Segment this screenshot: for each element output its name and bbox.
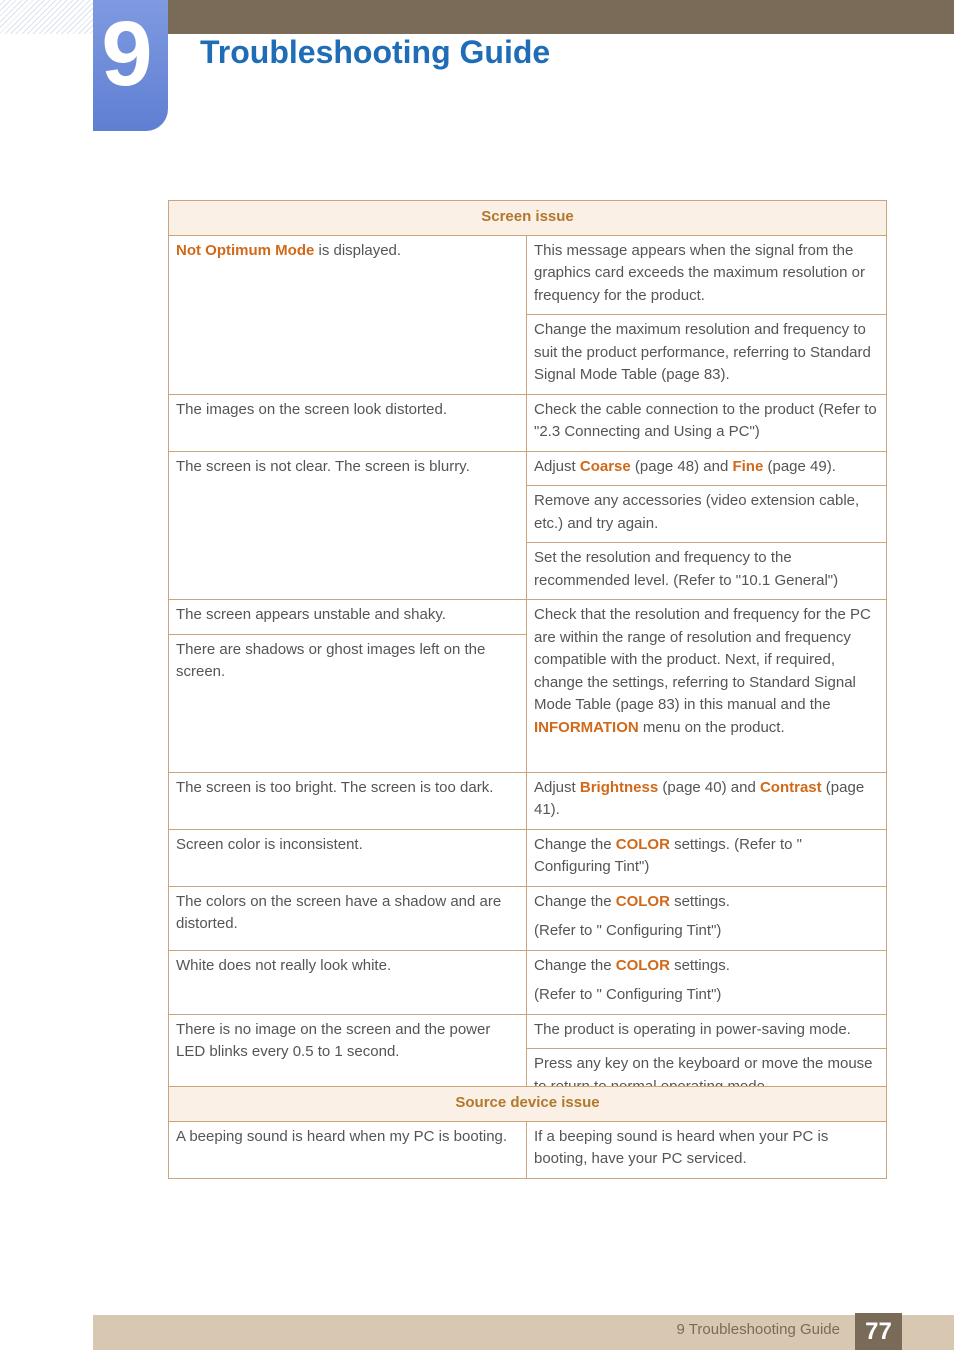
solution-cell — [527, 235, 887, 315]
text-run: The images on the screen look distorted. — [176, 400, 447, 418]
solution-cell — [527, 486, 887, 543]
table-row — [169, 235, 887, 315]
text-run: There is no image on the screen and the power LED blinks every 0.5 to 1 second. — [176, 1020, 491, 1060]
text-run: The screen is too bright. The screen is too dark. — [176, 778, 494, 796]
problem-cell — [169, 600, 527, 635]
text-run: (page 49). — [763, 457, 836, 475]
solution-text — [534, 319, 879, 387]
text-run: settings. — [669, 956, 730, 974]
problem-cell — [169, 772, 527, 829]
header-bar — [168, 0, 954, 34]
page-title: Troubleshooting Guide — [200, 34, 551, 70]
page-number: 77 — [855, 1313, 902, 1350]
solution-cell — [527, 829, 887, 886]
solution-text — [534, 891, 879, 914]
problem-cell — [169, 451, 527, 600]
footer-section-label: 9 Troubleshooting Guide — [676, 1321, 840, 1338]
text-run: settings. — [669, 892, 730, 910]
problem-cell — [169, 950, 527, 1014]
text-run: Check the cable connection to the product (Refer to "2.3 Connecting and Using a PC") — [534, 400, 877, 440]
solution-text — [534, 777, 879, 822]
solution-cell — [527, 600, 887, 773]
solution-cell — [527, 543, 887, 600]
text-run: Adjust — [534, 457, 580, 475]
text-run: Change the — [534, 892, 616, 910]
solution-cell — [527, 1121, 887, 1178]
solution-text — [534, 984, 879, 1007]
table-row — [169, 829, 887, 886]
text-run: Check that the resolution and frequency for the PC are within the range of resolution and frequency compatible with the product. Next, if required, change the settings, referring to Standard Signal Mode Table (page 83) in this manual and the — [534, 606, 871, 713]
solution-cell — [527, 1014, 887, 1049]
text-run: Adjust — [534, 778, 580, 796]
solution-text — [534, 1019, 879, 1042]
text-run: Remove any accessories (video extension cable, etc.) and try again. — [534, 492, 860, 532]
table-heading: Screen issue — [169, 201, 887, 236]
highlighted-term: INFORMATION — [534, 718, 639, 736]
highlighted-term: Coarse — [579, 457, 631, 475]
highlighted-term: Brightness — [579, 778, 659, 796]
solution-text — [534, 490, 879, 535]
highlighted-term: COLOR — [615, 956, 670, 974]
hatch-decoration — [0, 0, 93, 34]
highlighted-term: Fine — [732, 457, 764, 475]
text-run: (page 48) and — [630, 457, 733, 475]
text-run: The screen is not clear. The screen is blurry. — [176, 457, 470, 475]
text-run: White does not really look white. — [176, 956, 392, 974]
solution-cell — [527, 315, 887, 395]
text-run: If a beeping sound is heard when your PC is booting, have your PC serviced. — [534, 1127, 829, 1167]
screen-issue-table — [168, 200, 887, 1106]
text-run: Change the maximum resolution and frequency to suit the product performance, referring to Standard Signal Mode Table (page 83). — [534, 321, 871, 383]
highlighted-term: Not Optimum Mode — [176, 241, 315, 259]
text-run: (Refer to " Configuring Tint") — [534, 986, 722, 1003]
problem-cell — [169, 1121, 527, 1178]
text-run: The product is operating in power-saving mode. — [534, 1020, 851, 1038]
solution-text — [534, 955, 879, 978]
solution-text — [534, 1126, 879, 1171]
table-row — [169, 1121, 887, 1178]
table-row — [169, 772, 887, 829]
problem-cell — [169, 394, 527, 451]
solution-text — [534, 456, 879, 479]
text-run: Press any key on the keyboard or move the mouse — [534, 1055, 873, 1072]
solution-cell — [527, 772, 887, 829]
text-run: is displayed. — [314, 241, 402, 259]
table-row — [169, 950, 887, 1014]
problem-cell — [169, 235, 527, 394]
solution-cell — [527, 886, 887, 950]
table-row — [169, 394, 887, 451]
solution-cell — [527, 950, 887, 1014]
table-row — [169, 1014, 887, 1049]
solution-text — [534, 834, 879, 879]
solution-cell — [527, 451, 887, 486]
text-run: The screen appears unstable and shaky. — [176, 606, 446, 623]
solution-text — [534, 547, 879, 592]
problem-cell — [169, 886, 527, 950]
text-run: Change the — [534, 835, 616, 853]
text-run: The colors on the screen have a shadow and are distorted. — [176, 892, 502, 932]
solution-text — [534, 604, 879, 739]
table-row — [169, 886, 887, 950]
source-device-issue-table — [168, 1086, 887, 1179]
text-run: (page 40) and — [658, 778, 760, 796]
text-run: Set the resolution and frequency to the recommended level. (Refer to "10.1 General") — [534, 549, 839, 589]
table-row — [169, 600, 887, 635]
table-row — [169, 451, 887, 486]
solution-text — [534, 399, 879, 444]
solution-text — [534, 240, 879, 308]
text-run: settings. (Refer to " Configuring Tint") — [534, 835, 802, 875]
text-run: There are shadows or ghost images left on the screen. — [176, 640, 486, 680]
problem-cell — [169, 829, 527, 886]
solution-cell — [527, 394, 887, 451]
text-run: This message appears when the signal from the graphics card exceeds the maximum resolution or frequency for the product. — [534, 241, 865, 304]
text-run: Screen color is inconsistent. — [176, 835, 363, 853]
table-heading: Source device issue — [169, 1087, 887, 1122]
solution-text — [534, 920, 879, 943]
text-run: (Refer to " Configuring Tint") — [534, 922, 722, 939]
text-run: menu on the product. — [638, 718, 785, 736]
text-run: Change the — [534, 956, 616, 974]
highlighted-term: COLOR — [615, 892, 670, 910]
chapter-number: 9 — [101, 3, 153, 105]
text-run: A beeping sound is heard when my PC is booting. — [176, 1127, 508, 1145]
highlighted-term: Contrast — [759, 778, 822, 796]
text-run: (page 41). — [534, 778, 865, 818]
highlighted-term: COLOR — [615, 835, 670, 853]
problem-cell — [169, 634, 527, 772]
